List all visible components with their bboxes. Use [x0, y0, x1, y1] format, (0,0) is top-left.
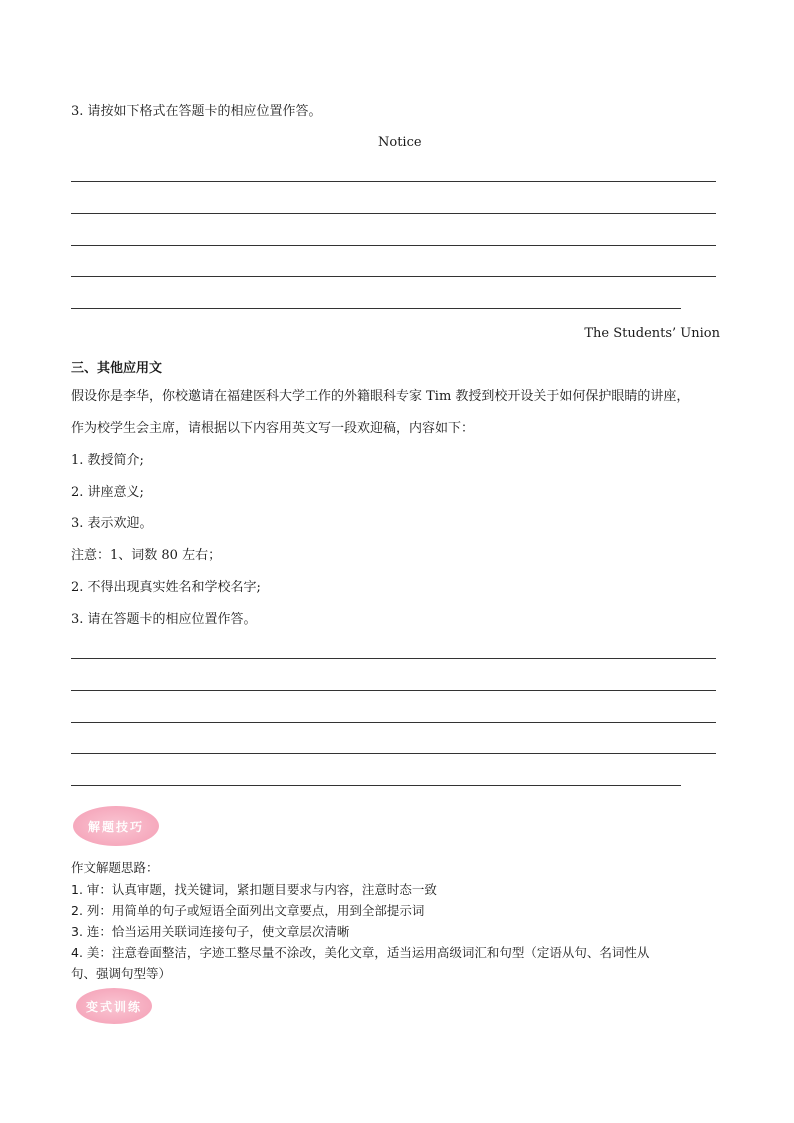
note-item: 3. 请在答题卡的相应位置作答。	[71, 612, 257, 627]
answer-line	[71, 308, 681, 309]
task-intro-line-2: 作为校学生会主席，请根据以下内容用英文写一段欢迎稿，内容如下：	[71, 421, 475, 436]
note-item: 2. 不得出现真实姓名和学校名字;	[71, 580, 261, 595]
answer-line	[71, 785, 681, 786]
tips-title: 作文解题思路：	[71, 860, 159, 875]
answer-line	[71, 213, 716, 214]
instruction-item-3: 3. 请按如下格式在答题卡的相应位置作答。	[71, 104, 322, 119]
note-item: 注意：1、词数 80 左右；	[71, 548, 222, 563]
task-intro-line-1: 假设你是李华，你校邀请在福建医科大学工作的外籍眼科专家 Tim 教授到校开设关于如何保护眼睛的讲座，	[71, 389, 690, 404]
tips-line: 句、强调句型等）	[71, 966, 172, 981]
content-item: 3. 表示欢迎。	[71, 516, 153, 531]
tips-line: 1. 审：认真审题，找关键词，紧扣题目要求与内容，注意时态一致	[71, 882, 437, 897]
notice-title: Notice	[378, 135, 422, 150]
notice-signature: The Students’ Union	[584, 326, 720, 341]
tips-line: 3. 连：恰当运用关联词连接句子，使文章层次清晰	[71, 924, 350, 939]
answer-line	[71, 276, 716, 277]
answer-line	[71, 245, 716, 246]
content-item: 1. 教授简介;	[71, 453, 144, 468]
practice-badge: 变式训练	[76, 988, 152, 1024]
answer-line	[71, 690, 716, 691]
answer-line	[71, 722, 716, 723]
tips-line: 2. 列：用简单的句子或短语全面列出文章要点，用到全部提示词	[71, 903, 425, 918]
answer-line	[71, 753, 716, 754]
answer-line	[71, 181, 716, 182]
content-item: 2. 讲座意义;	[71, 485, 144, 500]
tips-badge: 解题技巧	[73, 806, 159, 846]
tips-line: 4. 美：注意卷面整洁，字迹工整尽量不涂改，美化文章，适当运用高级词汇和句型（定语从句、名词性从	[71, 945, 650, 960]
answer-line	[71, 658, 716, 659]
section-heading: 三、其他应用文	[71, 361, 163, 376]
